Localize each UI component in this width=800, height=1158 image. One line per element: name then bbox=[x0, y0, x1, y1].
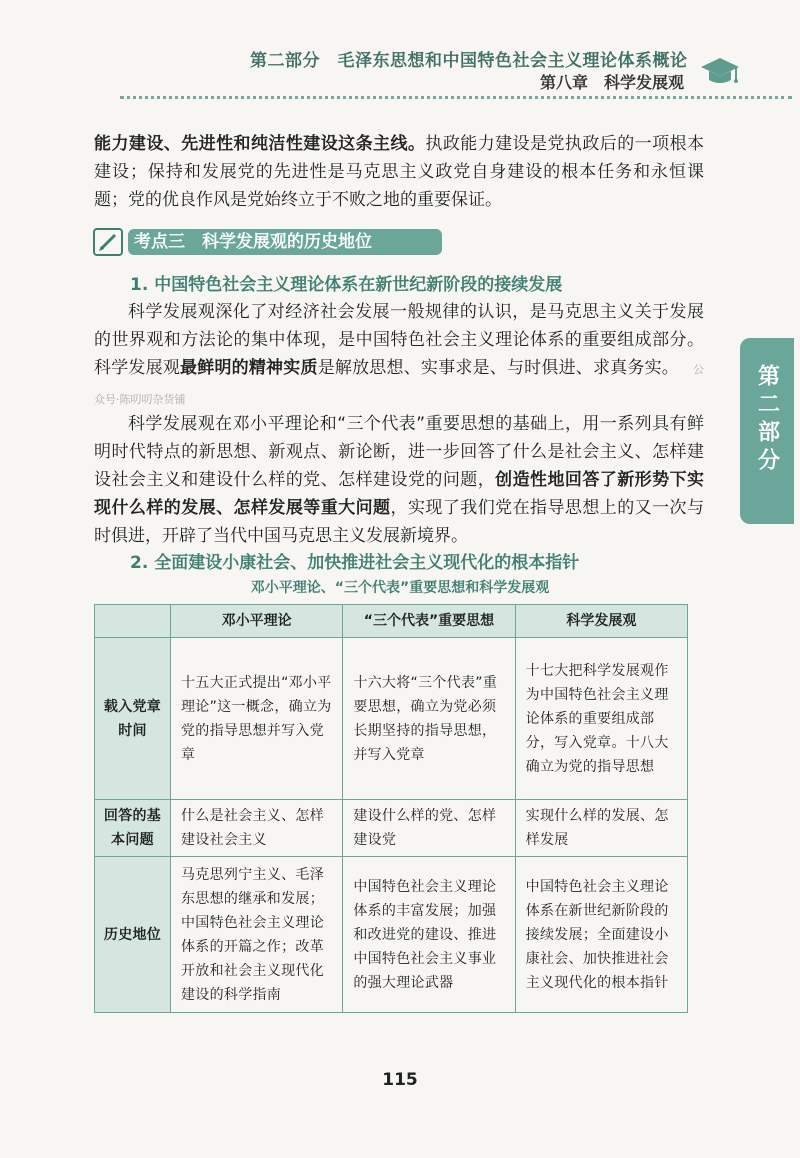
table-header-row bbox=[95, 605, 688, 638]
paragraph-1 bbox=[94, 298, 704, 414]
table-cell: 马克思列宁主义、毛泽东思想的继承和发展；中国特色社会主义理论体系的开篇之作；改革开放和社会主义现代化建设的科学指南 bbox=[171, 857, 343, 1013]
row-label: 回答的基本问题 bbox=[95, 800, 171, 857]
subheading-2: 2. 全面建设小康社会、加快推进社会主义现代化的根本指针 bbox=[130, 553, 580, 573]
side-tab-label: 第二部分 bbox=[754, 364, 780, 476]
part-side-tab bbox=[740, 338, 794, 524]
table-cell: 十六大将“三个代表”重要思想，确立为党必须长期坚持的指导思想，并写入党章 bbox=[343, 638, 515, 800]
p1-text-a: 科学发展观深化了对经济社会发展一般规律的认识，是马克思主义关于发展的世界观和方法论的集中体现，是中国特色社会主义理论体系的重要组成部分。科学发展观 bbox=[94, 302, 704, 378]
header-scientific-outlook: 科学发展观 bbox=[515, 605, 687, 638]
header-deng: 邓小平理论 bbox=[171, 605, 343, 638]
p1-text-b: 是解放思想、实事求是、与时俱进、求真务实。 bbox=[317, 358, 680, 378]
p2-text-a: 科学发展观在邓小平理论和“三个代表”重要思想的基础上，用一系列具有鲜明时代特点的新思想、新观点、新论断，进一步回答了什么是社会主义、怎样建设社会主义和建设什么样的党、怎样建设党的问题， bbox=[94, 414, 704, 490]
pencil-icon bbox=[93, 228, 123, 256]
paragraph-2 bbox=[94, 410, 704, 550]
table-cell: 中国特色社会主义理论体系在新世纪新阶段的接续发展；全面建设小康社会、加快推进社会主义现代化的根本指针 bbox=[515, 857, 687, 1013]
p2-text-b: ，实现了我们党在指导思想上的又一次与时俱进，开辟了当代中国马克思主义发展新境界。 bbox=[94, 498, 704, 546]
watermark: 公众号·陈叨叨杂货铺 bbox=[94, 363, 705, 406]
p2-bold: 创造性地回答了新形势下实现什么样的发展、怎样发展等重大问题 bbox=[94, 470, 705, 518]
table-row bbox=[95, 857, 688, 1013]
graduation-cap-icon bbox=[700, 54, 740, 88]
intro-text: 执政能力建设是党执政后的一项根本建设；保持和发展党的先进性是马克思主义政党自身建设的根本任务和永恒课题；党的优良作风是党始终立于不败之地的重要保证。 bbox=[94, 134, 705, 210]
subheading-1: 1. 中国特色社会主义理论体系在新世纪新阶段的接续发展 bbox=[130, 275, 563, 295]
intro-bold: 能力建设、先进性和纯洁性建设这条主线。 bbox=[94, 134, 426, 154]
p1-bold: 最鲜明的精神实质 bbox=[180, 358, 318, 378]
running-header-title: 第二部分 毛泽东思想和中国特色社会主义理论体系概论 bbox=[250, 51, 688, 71]
table-cell: 十七大把科学发展观作为中国特色社会主义理论体系的重要组成部分，写入党章。十八大确立为党的指导思想 bbox=[515, 638, 687, 800]
row-label: 载入党章时间 bbox=[95, 638, 171, 800]
intro-paragraph bbox=[94, 130, 704, 214]
table-cell: 建设什么样的党、怎样建设党 bbox=[343, 800, 515, 857]
table-cell: 实现什么样的发展、怎样发展 bbox=[515, 800, 687, 857]
table-row bbox=[95, 800, 688, 857]
comparison-table bbox=[94, 604, 688, 1013]
running-header-chapter: 第八章 科学发展观 bbox=[540, 73, 685, 92]
header-three-represents: “三个代表”重要思想 bbox=[343, 605, 515, 638]
row-label: 历史地位 bbox=[95, 857, 171, 1013]
table-caption: 邓小平理论、“三个代表”重要思想和科学发展观 bbox=[250, 580, 550, 596]
section-heading: 考点三 科学发展观的历史地位 bbox=[128, 229, 442, 255]
table-cell: 中国特色社会主义理论体系的丰富发展；加强和改进党的建设、推进中国特色社会主义事业的强大理论武器 bbox=[343, 857, 515, 1013]
header-divider bbox=[120, 96, 792, 99]
table-cell: 十五大正式提出“邓小平理论”这一概念，确立为党的指导思想并写入党章 bbox=[171, 638, 343, 800]
table-row bbox=[95, 638, 688, 800]
page-number: 115 bbox=[382, 1070, 418, 1090]
table-cell: 什么是社会主义、怎样建设社会主义 bbox=[171, 800, 343, 857]
header-corner bbox=[95, 605, 171, 638]
